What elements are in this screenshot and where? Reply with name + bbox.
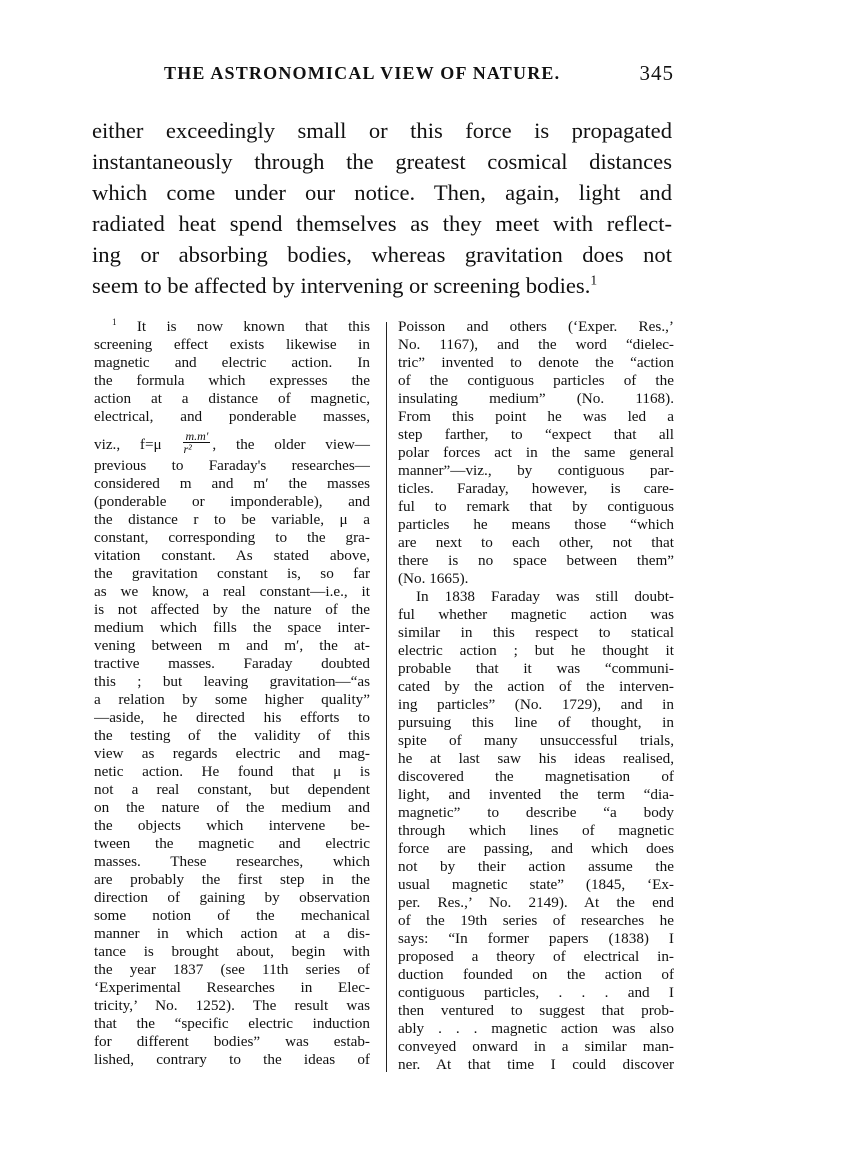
- footnote-line: pursuing this line of thought, in: [398, 714, 674, 731]
- footnote-line: constant, corresponding to the gra-: [94, 529, 370, 546]
- footnote-line: screening effect exists likewise in: [94, 336, 370, 353]
- body-line-last: [92, 270, 672, 301]
- body-line-text: seem to be affected by intervening or screening bodies.: [92, 273, 591, 298]
- footnote-line: step farther, to “expect that all: [398, 426, 674, 443]
- footnote-line: is not affected by the nature of the: [94, 601, 370, 618]
- body-line: which come under our notice. Then, again, light and: [92, 180, 672, 205]
- footnote-line: tricity,’ No. 1252). The result was: [94, 997, 370, 1014]
- footnote-line: previous to Faraday's researches—: [94, 457, 370, 474]
- footnote-line: light, and invented the term “dia-: [398, 786, 674, 803]
- footnote-line: —aside, he directed his efforts to: [94, 709, 370, 726]
- footnote-line: direction of gaining by observation: [94, 889, 370, 906]
- footnote-line-text: It is now known that this: [136, 318, 370, 335]
- footnote-line: Poisson and others (‘Exper. Res.,’: [398, 318, 674, 335]
- footnote-line: then ventured to suggest that prob-: [398, 1002, 674, 1019]
- footnote-line: considered m and m′ the masses: [94, 475, 370, 492]
- footnote-line: probable that it was “communi-: [398, 660, 674, 677]
- formula-numerator: m.m′: [185, 429, 209, 444]
- footnote-right-lines: [398, 318, 674, 1074]
- footnote-line: polar forces act in the same general: [398, 444, 674, 461]
- footnote-line: From this point he was led a: [398, 408, 674, 425]
- footnote-line: proposed a theory of electrical in-: [398, 948, 674, 965]
- footnote-line: ticles. Faraday, however, is care-: [398, 480, 674, 497]
- footnote-line: insulating medium” (No. 1168).: [398, 390, 674, 407]
- footnote-right-column: [398, 318, 674, 1074]
- footnote-line: he at last saw his ideas realised,: [398, 750, 674, 767]
- footnote-line: masses. These researches, which: [94, 853, 370, 870]
- formula-fraction: [183, 430, 210, 455]
- body-line: either exceedingly small or this force is propagated: [92, 118, 672, 143]
- footnote-line: action at a distance of magnetic,: [94, 390, 370, 407]
- footnote-line: netic action. He found that μ is: [94, 763, 370, 780]
- footnote-line: the formula which expresses the: [94, 372, 370, 389]
- footnote-line: No. 1167), and the word “dielec-: [398, 336, 674, 353]
- footnote-line: medium which fills the space inter-: [94, 619, 370, 636]
- footnote-line: a relation by some higher quality”: [94, 691, 370, 708]
- footnote-marker: 1: [112, 318, 117, 327]
- footnote-reference: 1: [590, 272, 598, 288]
- footnote-line: tance is brought about, begin with: [94, 943, 370, 960]
- footnote-line: not a real constant, but dependent: [94, 781, 370, 798]
- footnote-line: In 1838 Faraday was still doubt-: [416, 588, 674, 605]
- footnote-line: the gravitation constant is, so far: [94, 565, 370, 582]
- footnote-line: magnetic and electric action. In: [94, 354, 370, 371]
- footnote-line: ing particles” (No. 1729), and in: [398, 696, 674, 713]
- footnote-line: view as regards electric and mag-: [94, 745, 370, 762]
- running-head: THE ASTRONOMICAL VIEW OF NATURE.: [164, 63, 561, 83]
- footnote-first-line: [94, 318, 370, 336]
- footnote-line: this ; but leaving gravitation—“as: [94, 673, 370, 690]
- column-divider: [386, 322, 387, 1072]
- footnote-line: tractive masses. Faraday doubted: [94, 655, 370, 672]
- footnote-line: lished, contrary to the ideas of: [94, 1051, 370, 1068]
- formula-suffix: , the older view—: [212, 436, 370, 453]
- footnote-line: there is no space between them”: [398, 552, 674, 569]
- footnote-line: ful to remark that by contiguous: [398, 498, 674, 515]
- body-line: radiated heat spend themselves as they meet with reflect-: [92, 211, 672, 236]
- footnote-line: per. Res.,’ No. 2149). At the end: [398, 894, 674, 911]
- footnote-line: ner. At that time I could discover: [398, 1056, 674, 1073]
- footnote-line: contiguous particles, . . . and I: [398, 984, 674, 1001]
- footnote-line: (ponderable or imponderable), and: [94, 493, 370, 510]
- footnote-line: spite of many unsuccessful trials,: [398, 732, 674, 749]
- footnote-line: ful whether magnetic action was: [398, 606, 674, 623]
- footnote-line: manner”—viz., by contiguous par-: [398, 462, 674, 479]
- body-line: ing or absorbing bodies, whereas gravitation does not: [92, 242, 672, 267]
- footnote-line: cated by the action of the interven-: [398, 678, 674, 695]
- page-header: [92, 61, 674, 89]
- footnote-line: electric action ; but he thought it: [398, 642, 674, 659]
- footnote-line: of the contiguous particles of the: [398, 372, 674, 389]
- footnote-line: ‘Experimental Researches in Elec-: [94, 979, 370, 996]
- footnote-line: the year 1837 (see 11th series of: [94, 961, 370, 978]
- footnote-line: are next to each other, not that: [398, 534, 674, 551]
- footnote-line: manner in which action at a dis-: [94, 925, 370, 942]
- main-text: [92, 115, 672, 301]
- footnote-line: force are passing, and which does: [398, 840, 674, 857]
- footnote-line: says: “In former papers (1838) I: [398, 930, 674, 947]
- body-line: instantaneously through the greatest cosmical distances: [92, 149, 672, 174]
- footnote-line: magnetic” to describe “a body: [398, 804, 674, 821]
- footnote-line: tric” invented to denote the “action: [398, 354, 674, 371]
- footnote-line: the objects which intervene be-: [94, 817, 370, 834]
- footnote-line: through which lines of magnetic: [398, 822, 674, 839]
- footnote-line: discovered the magnetisation of: [398, 768, 674, 785]
- footnote-line: duction founded on the action of: [398, 966, 674, 983]
- footnote-left-continuation: [94, 457, 370, 1069]
- footnote-line: (No. 1665).: [398, 570, 469, 587]
- footnote-line: the distance r to be variable, μ a: [94, 511, 370, 528]
- formula-line: [94, 426, 370, 457]
- footnote-line: usual magnetic state” (1845, ‘Ex-: [398, 876, 674, 893]
- footnote-line: are probably the first step in the: [94, 871, 370, 888]
- footnote-line: for different bodies” was estab-: [94, 1033, 370, 1050]
- footnote-line: conveyed onward in a similar man-: [398, 1038, 674, 1055]
- footnote-line: electrical, and ponderable masses,: [94, 408, 370, 425]
- footnote-line: not by their action assume the: [398, 858, 674, 875]
- footnote-line: ably . . . magnetic action was also: [398, 1020, 674, 1037]
- footnote-left-column: [94, 318, 370, 1069]
- footnote-line: vening between m and m′, the at-: [94, 637, 370, 654]
- footnote-line: particles he means those “which: [398, 516, 674, 533]
- footnote-line: that the “specific electric induction: [94, 1015, 370, 1032]
- footnote-line: tween the magnetic and electric: [94, 835, 370, 852]
- footnote-line: some notion of the mechanical: [94, 907, 370, 924]
- formula-prefix: viz., f=μ: [94, 436, 162, 453]
- footnote-line: as we know, a real constant—i.e., it: [94, 583, 370, 600]
- footnote-line: similar in this respect to statical: [398, 624, 674, 641]
- footnote-line: of the 19th series of researches he: [398, 912, 674, 929]
- page-number: 345: [639, 61, 674, 85]
- footnote-line: the testing of the validity of this: [94, 727, 370, 744]
- footnote-line: on the nature of the medium and: [94, 799, 370, 816]
- formula-denominator: r²: [183, 442, 192, 457]
- footnote-line: vitation constant. As stated above,: [94, 547, 370, 564]
